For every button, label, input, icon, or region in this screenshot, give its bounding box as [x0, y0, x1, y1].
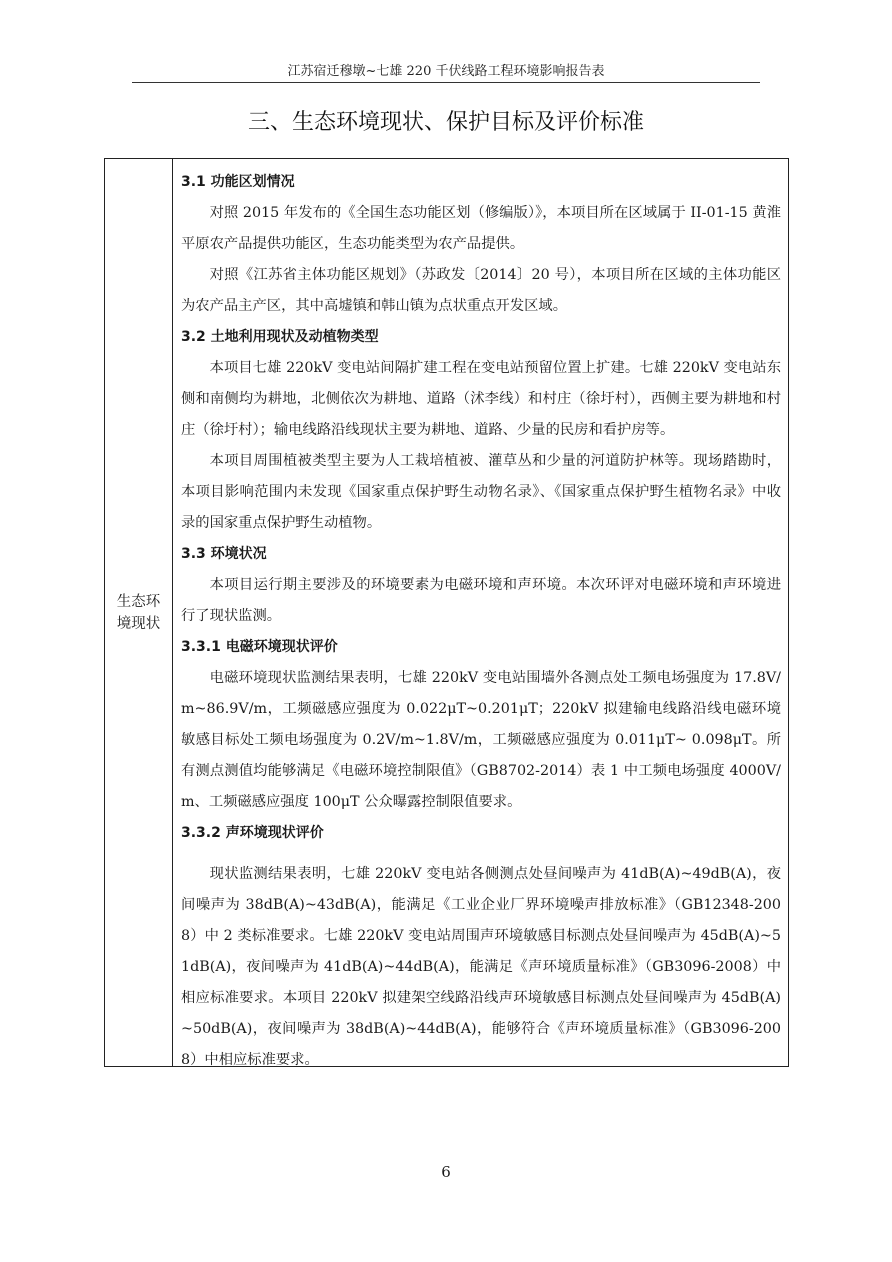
content-table: [104, 158, 789, 1067]
paragraph-vegetation: 本项目周围植被类型主要为人工栽培植被、灌草丛和少量的河道防护林等。现场踏勘时，本项目影响范围内未发现《国家重点保护野生动物名录》、《国家重点保护野生植物名录》中收录的国家重点保护野生动植物。: [181, 453, 781, 531]
header-rule: [132, 82, 760, 83]
heading-3-3: 3.3 环境状况: [181, 546, 267, 562]
section-title: 三、生态环境现状、保护目标及评价标准: [247, 110, 644, 135]
row-label: 生态环境现状: [116, 593, 161, 632]
content-cell: [173, 159, 788, 1066]
paragraph-acoustic: 现状监测结果表明，七雄 220kV 变电站各侧测点处昼间噪声为 41dB(A)~49dB(A)，夜间噪声为 38dB(A)~43dB(A)，能满足《工业企业厂界环境噪声排放标准》（GB12348-2008）中 2 类标准要求。七雄 220kV 变电站周围声环境敏感目标测点处昼间噪声为 45dB(A)~51dB(A)，夜间噪声为 41dB(A)~44dB(A)，能满足《声环境质量标准》（GB3096-2008）中相应标准要求。本项目 220kV 拟建架空线路沿线声环境敏感目标测点处昼间噪声为 45dB(A)~50dB(A)，夜间噪声为 38dB(A)~44dB(A)，能够符合《声环境质量标准》（GB3096-2008）中相应标准要求。: [181, 866, 781, 1068]
page-number: 6: [441, 1163, 451, 1181]
paragraph-electromagnetic: 电磁环境现状监测结果表明，七雄 220kV 变电站围墙外各测点处工频电场强度为 17.8V/m~86.9V/m，工频磁感应强度为 0.022μT~0.201μT；220kV 拟建输电线路沿线电磁环境敏感目标处工频电场强度为 0.2V/m~1.8V/m，工频磁感应强度为 0.011μT~ 0.098μT。所有测点测值均能够满足《电磁环境控制限值》（GB8702-2014）表 1 中工频电场强度 4000V/m、工频磁感应强度 100μT 公众曝露控制限值要求。: [181, 670, 781, 810]
heading-3-2: 3.2 土地利用现状及动植物类型: [181, 329, 379, 345]
paragraph-main-function-zone: 对照《江苏省主体功能区规划》（苏政发〔2014〕20 号），本项目所在区域的主体功能区为农产品主产区，其中高墟镇和韩山镇为点状重点开发区域。: [181, 267, 781, 314]
heading-3-3-2: 3.3.2 声环境现状评价: [181, 825, 324, 841]
paragraph-land-use: 本项目七雄 220kV 变电站间隔扩建工程在变电站预留位置上扩建。七雄 220kV 变电站东侧和南侧均为耕地，北侧依次为耕地、道路（沭李线）和村庄（徐圩村），西侧主要为耕地和村庄（徐圩村）；输电线路沿线现状主要为耕地、道路、少量的民房和看护房等。: [181, 360, 781, 438]
paragraph-environment-status: 本项目运行期主要涉及的环境要素为电磁环境和声环境。本次环评对电磁环境和声环境进行了现状监测。: [181, 577, 781, 624]
heading-3-1: 3.1 功能区划情况: [181, 174, 295, 190]
heading-3-3-1: 3.3.1 电磁环境现状评价: [181, 639, 338, 655]
paragraph-ecological-zoning: 对照 2015 年发布的《全国生态功能区划（修编版）》，本项目所在区域属于 II-01-15 黄淮平原农产品提供功能区，生态功能类型为农产品提供。: [181, 205, 781, 252]
running-header: 江苏宿迁穆墩~七雄 220 千伏线路工程环境影响报告表: [287, 64, 605, 79]
row-label-cell: [105, 159, 173, 1066]
